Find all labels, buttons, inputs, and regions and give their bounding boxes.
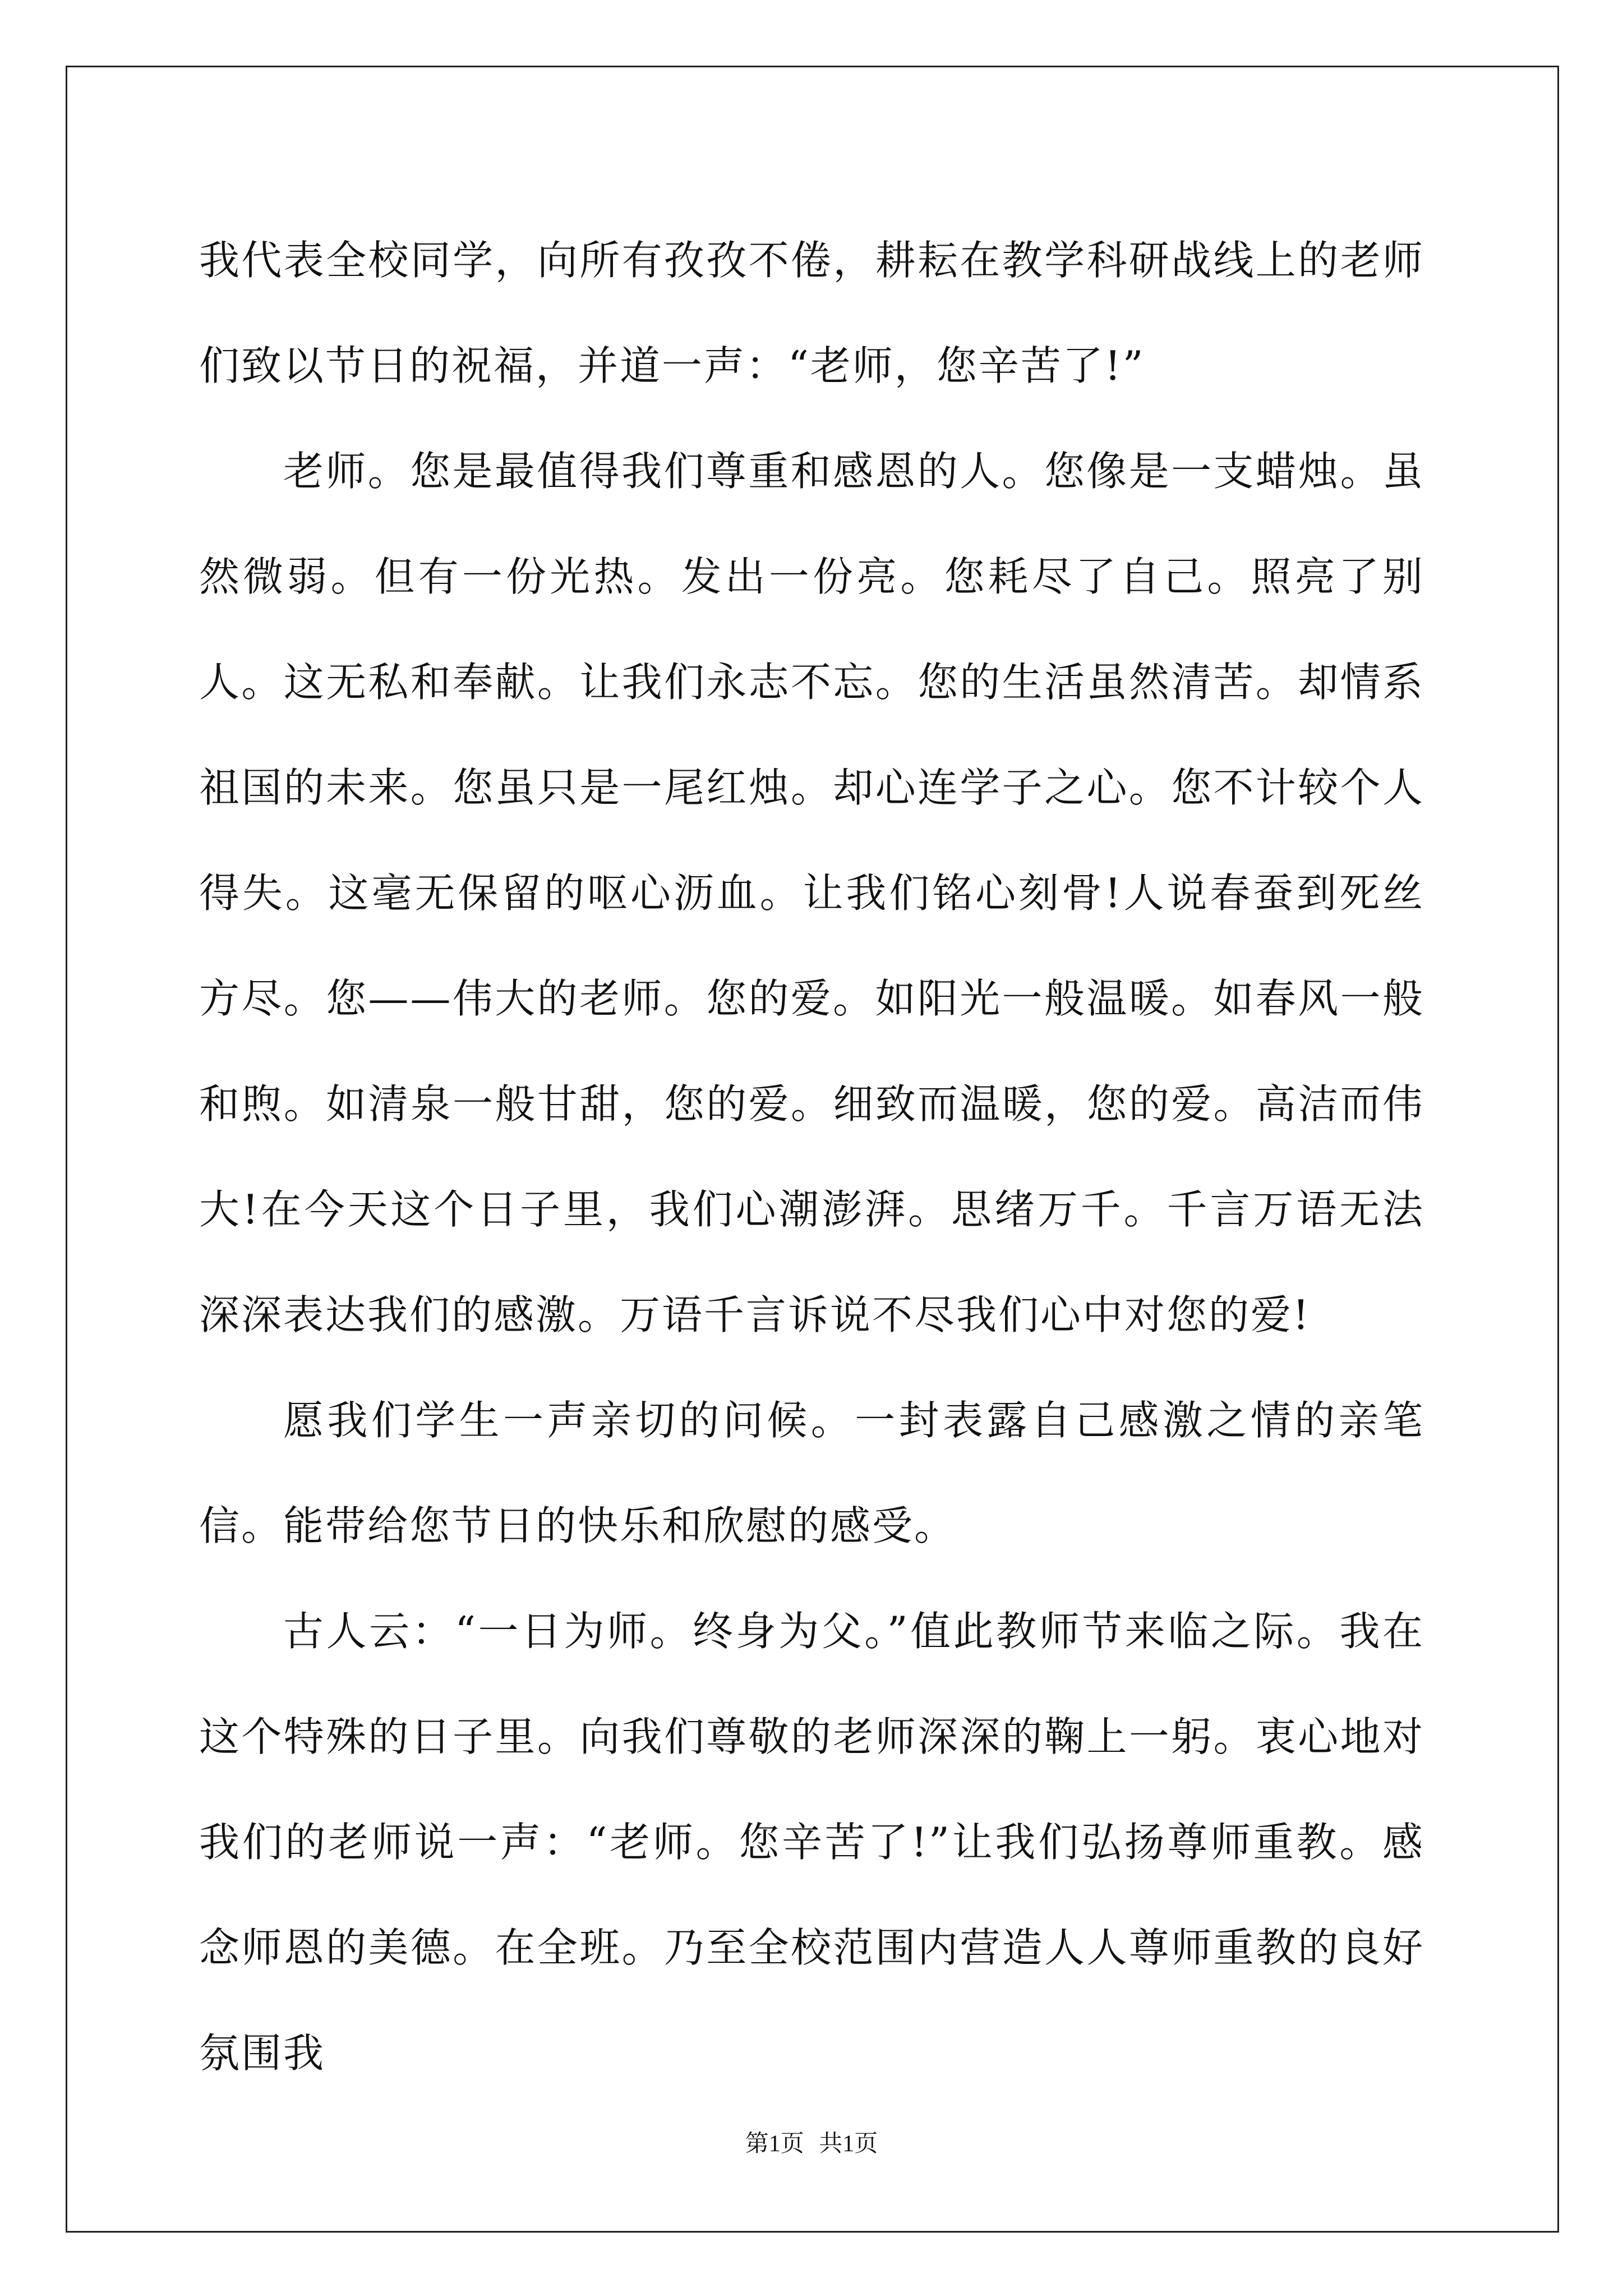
- page-number: 第1页: [745, 2131, 804, 2157]
- page-footer: [0, 2125, 1623, 2159]
- paragraph: 愿我们学生一声亲切的问候。一封表露自己感激之情的亲笔信。能带给您节日的快乐和欣慰的感受。: [199, 1397, 1424, 1549]
- page-total: 共1页: [819, 2131, 878, 2157]
- paragraph: 老师。您是最值得我们尊重和感恩的人。您像是一支蜡烛。虽然微弱。但有一份光热。发出一份亮。您耗尽了自己。照亮了别人。这无私和奉献。让我们永志不忘。您的生活虽然清苦。却情系祖国的未来。您虽只是一尾红烛。却心连学子之心。您不计较个人得失。这毫无保留的呕心沥血。让我们铭心刻骨!人说春蚕到死丝方尽。您——伟大的老师。您的爱。如阳光一般温暖。如春风一般和煦。如清泉一般甘甜，您的爱。细致而温暖，您的爱。高洁而伟大!在今天这个日子里，我们心潮澎湃。思绪万千。千言万语无法深深表达我们的感激。万语千言诉说不尽我们心中对您的爱!: [199, 448, 1424, 1338]
- document-body: [199, 208, 1424, 2106]
- paragraph: 古人云：“一日为师。终身为父。”值此教师节来临之际。我在这个特殊的日子里。向我们尊敬的老师深深的鞠上一躬。衷心地对我们的老师说一声：“老师。您辛苦了!”让我们弘扬尊师重教。感念师恩的美德。在全班。乃至全校范围内营造人人尊师重教的良好氛围我: [199, 1608, 1424, 2077]
- paragraph: 我代表全校同学，向所有孜孜不倦，耕耘在教学科研战线上的老师们致以节日的祝福，并道一声：“老师，您辛苦了!”: [199, 237, 1424, 389]
